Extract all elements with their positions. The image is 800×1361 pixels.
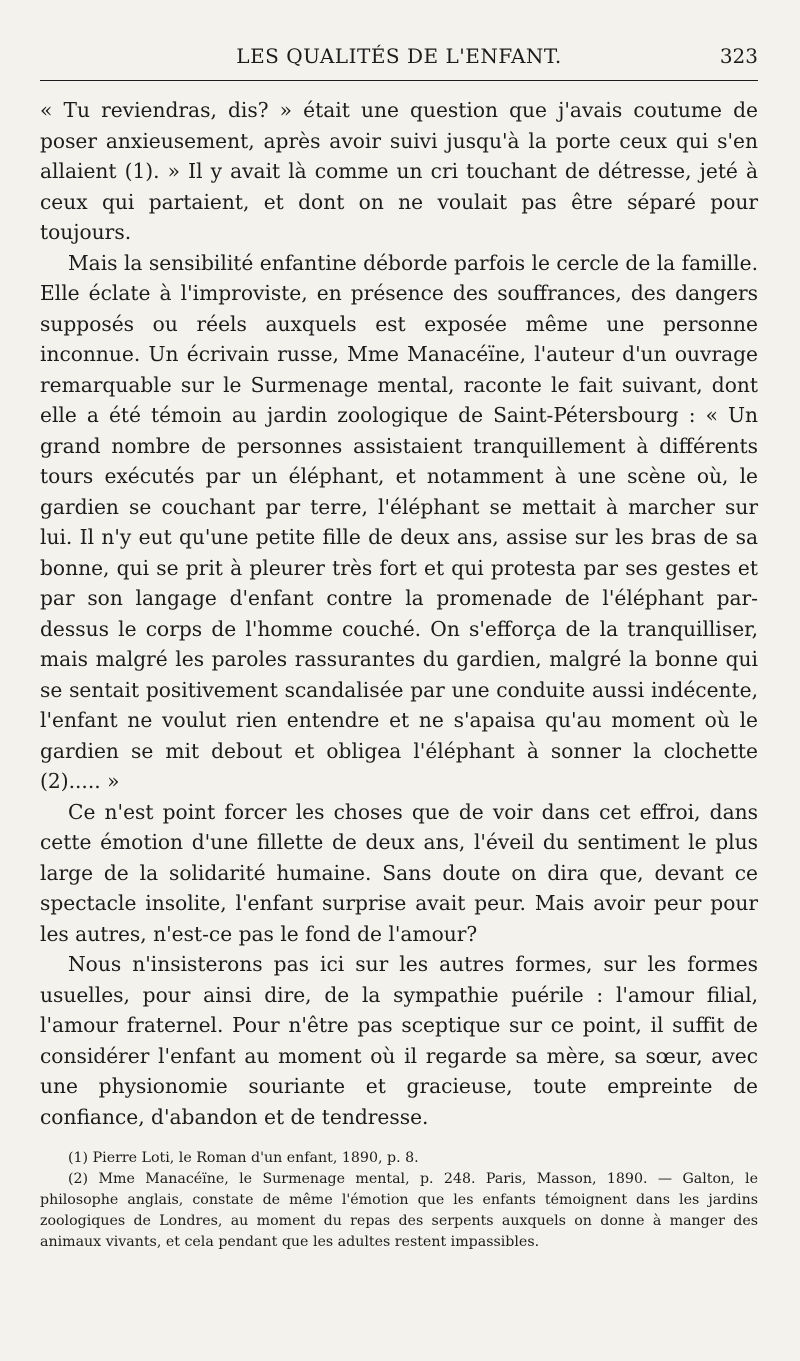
paragraph-3: Ce n'est point forcer les choses que de voir dans cet effroi, dans cette émotion d'une fillette de deux ans, l'éveil du sentiment le plus large de la solidarité humaine. Sans doute on dira que, devant ce spectacle insolite, l'enfant surprise avait peur. Mais avoir peur pour les autres, n'est-ce pas le fond de l'amour? — [40, 799, 758, 946]
paragraph-2: Mais la sensibilité enfantine déborde parfois le cercle de la famille. Elle éclate à l'improviste, en présence des souffrances, des dangers supposés ou réels auxquels est exposée même une personne inconnue. Un écrivain russe, Mme Manacéïne, l'auteur d'un ouvrage remarquable sur le Surmenage mental, raconte le fait suivant, dont elle a été témoin au jardin zoologique de Saint-Pétersbourg : « Un grand nombre de personnes assistaient tranquillement à différents tours exécutés par un éléphant, et notamment à une scène où, le gardien se couchant par terre, l'éléphant se mettait à marcher sur lui. Il n'y eut qu'une petite fille de deux ans, assise sur les bras de sa bonne, qui se prit à pleurer très fort et qui protesta par ses gestes et par son langage d'enfant contre la promenade de l'éléphant par-dessus le corps de l'homme couché. On s'efforça de la tranquilliser, mais malgré les paroles rassurantes du gardien, malgré la bonne qui se sentait positivement scandalisée par une conduite aussi indécente, l'enfant ne voulut rien entendre et ne s'apaisa qu'au moment où le gardien se mit debout et obligea l'éléphant à sonner la clochette (2)..... » — [40, 250, 758, 793]
paragraph-1: « Tu reviendras, dis? » était une question que j'avais coutume de poser anxieusement, après avoir suivi jusqu'à la porte ceux qui s'en allaient (1). » Il y avait là comme un cri touchant de détresse, jeté à ceux qui partaient, et dont on ne voulait pas être séparé pour toujours. — [40, 98, 758, 244]
footnote-1: (1) Pierre Loti, le Roman d'un enfant, 1890, p. 8. — [68, 1150, 419, 1166]
book-page — [40, 40, 758, 1253]
footnote-2: (2) Mme Manacéïne, le Surmenage mental, p. 248. Paris, Masson, 1890. — Galton, le philosophe anglais, constate de même l'émotion que les enfants témoignent dans les jardins zoologiques de Londres, au moment du repas des serpents auxquels on donne à manger des animaux vivants, et cela pendant que les adultes restent impassibles. — [40, 1171, 758, 1250]
running-title: LES QUALITÉS DE L'ENFANT. — [236, 44, 562, 68]
body-text — [40, 95, 758, 1132]
running-header — [40, 40, 758, 81]
page-number: 323 — [719, 44, 758, 68]
paragraph-4: Nous n'insisterons pas ici sur les autres formes, sur les formes usuelles, pour ainsi dire, de la sympathie puérile : l'amour filial, l'amour fraternel. Pour n'être pas sceptique sur ce point, il suffit de considérer l'enfant au moment où il regarde sa mère, sa sœur, avec une physionomie souriante et gracieuse, toute empreinte de confiance, d'abandon et de tendresse. — [40, 952, 758, 1129]
footnotes — [40, 1148, 758, 1253]
